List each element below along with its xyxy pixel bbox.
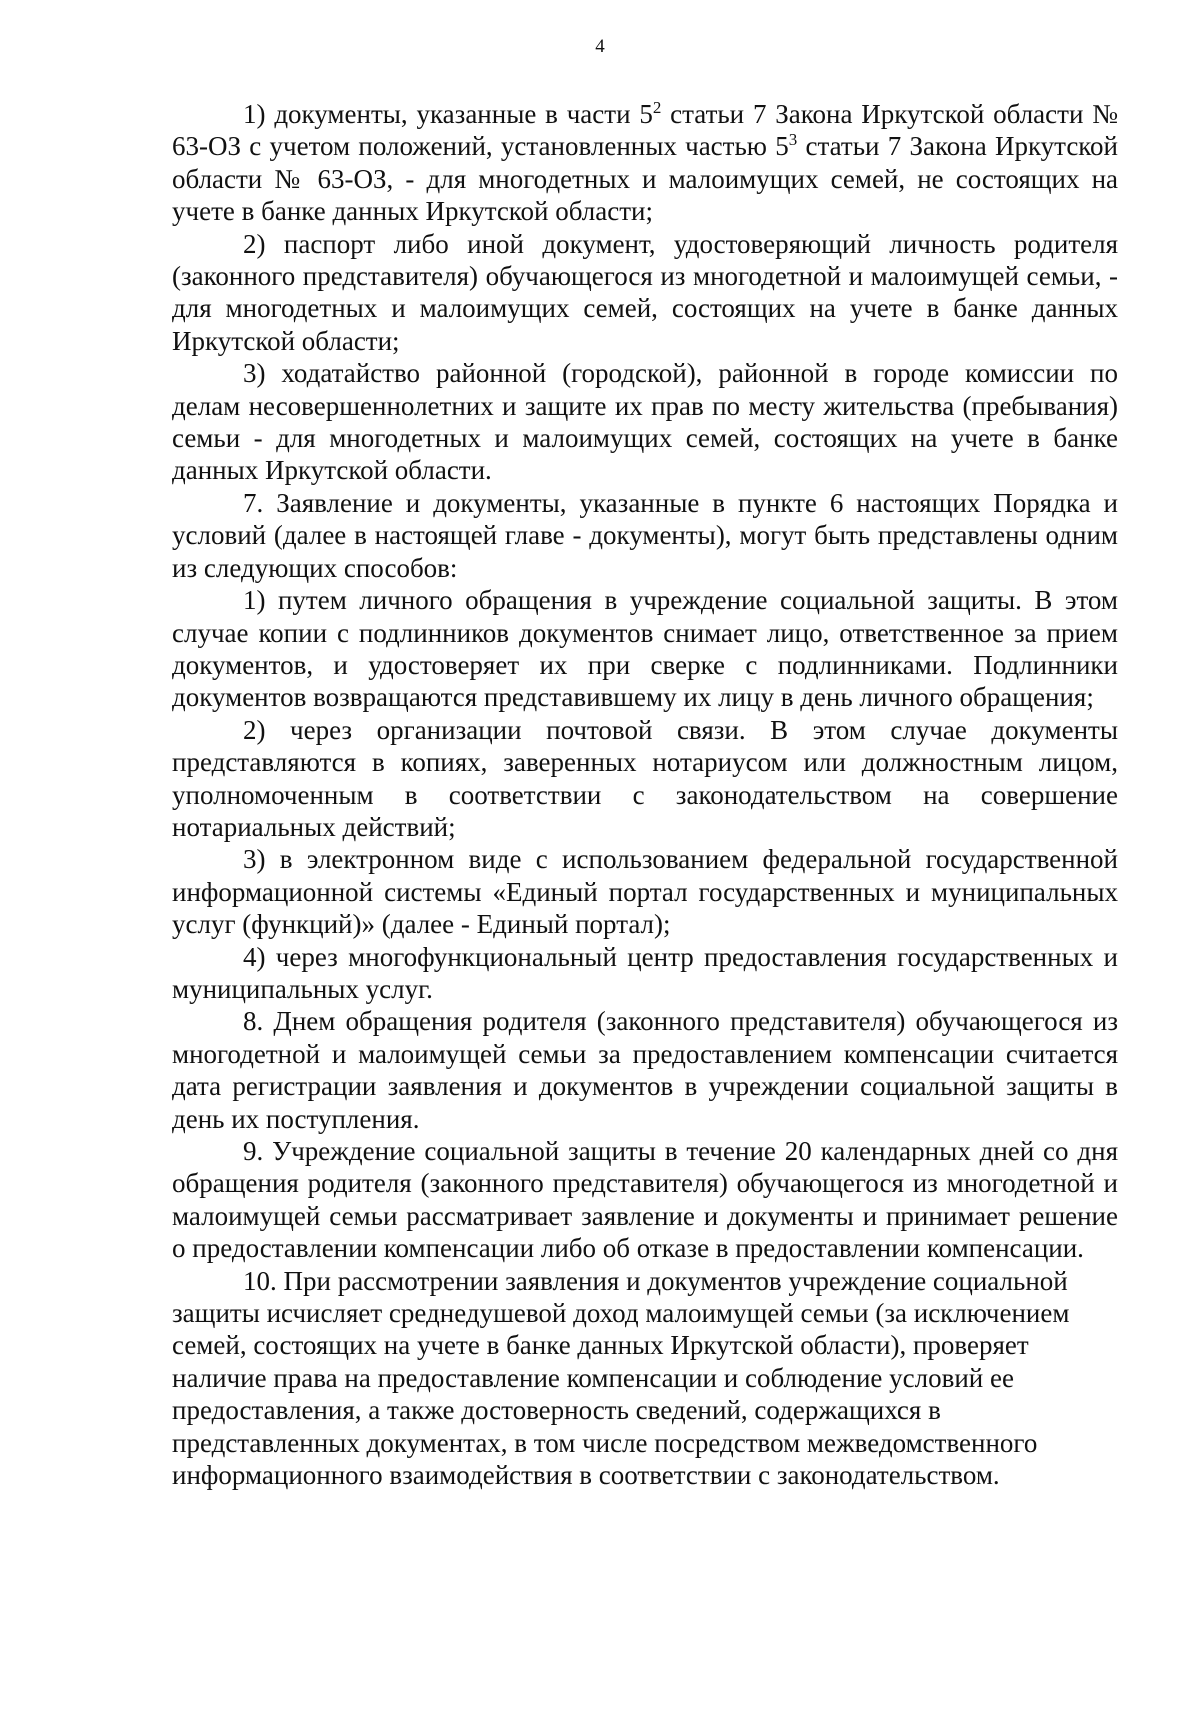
paragraph-1-text-a: 1) документы, указанные в части 5 [243,99,653,129]
paragraph-2: 2) паспорт либо иной документ, удостоверяющий личность родителя (законного представителя) обучающегося из многодетной и малоимущей семьи, - для многодетных и малоимущих семей, состоящих на учете в банке данных Иркутской области; [172,228,1118,356]
superscript-2: 2 [652,98,662,117]
paragraph-3: 3) ходатайство районной (городской), районной в городе комиссии по делам несовершеннолетних и защите их прав по месту жительства (пребывания) семьи - для многодетных и малоимущих семей, состоящих на учете в банке данных Иркутской области. [172,358,1118,486]
superscript-3: 3 [788,130,798,150]
page-number: 4 [595,36,605,57]
paragraph-10: 9. Учреждение социальной защиты в течение 20 календарных дней со дня обращения родителя (законного представителя) обучающегося из многодетной и малоимущей семьи рассматривает заявление и документы и принимает решение о предоставлении компенсации либо об отказе в предоставлении компенсации. [172,1136,1118,1264]
paragraph-1-text-b: статьи 7 Закона Иркутской области № 63-ОЗ с учетом положений, установленных частью 5 [172,99,1118,162]
paragraph-7: 3) в электронном виде с использованием федеральной государственной информационной системы «Единый портал государственных и муниципальных услуг (функций)» (далее - Единый портал); [172,844,1118,940]
paragraph-8: 4) через многофункциональный центр предоставления государственных и муниципальных услуг. [172,941,1118,1004]
paragraph-4: 7. Заявление и документы, указанные в пункте 6 настоящих Порядка и условий (далее в настоящей главе - документы), могут быть представлены одним из следующих способов: [172,487,1118,583]
paragraph-9: 8. Днем обращения родителя (законного представителя) обучающегося из многодетной и малоимущей семьи за предоставлением компенсации считается дата регистрации заявления и документов в учреждении социальной защиты в день их поступления. [172,1006,1118,1134]
paragraph-1 [172,98,1118,228]
paragraph-11: 10. При рассмотрении заявления и документов учреждение социальной защиты исчисляет среднедушевой доход малоимущей семьи (за исключением семей, состоящих на учете в банке данных Иркутской области), проверяет наличие права на предоставление компенсации и соблюдение условий ее предоставления, а также достоверность сведений, содержащихся в представленных документах, в том числе посредством межведомственного информационного взаимодействия в соответствии с законодательством. [172,1265,1070,1491]
document-body [172,98,1118,1491]
paragraph-1-text-c: статьи 7 Закона Иркутской области № 63-ОЗ, - для многодетных и малоимущих семей, не состоящих на учете в банке данных Иркутской области; [172,131,1118,227]
paragraph-5: 1) путем личного обращения в учреждение социальной защиты. В этом случае копии с подлинников документов снимает лицо, ответственное за прием документов, и удостоверяет их при сверке с подлинниками. Подлинники документов возвращаются представившему их лицу в день личного обращения; [172,585,1118,713]
paragraph-6: 2) через организации почтовой связи. В этом случае документы представляются в копиях, заверенных нотариусом или должностным лицом, уполномоченным в соответствии с законодательством на совершение нотариальных действий; [172,714,1118,842]
